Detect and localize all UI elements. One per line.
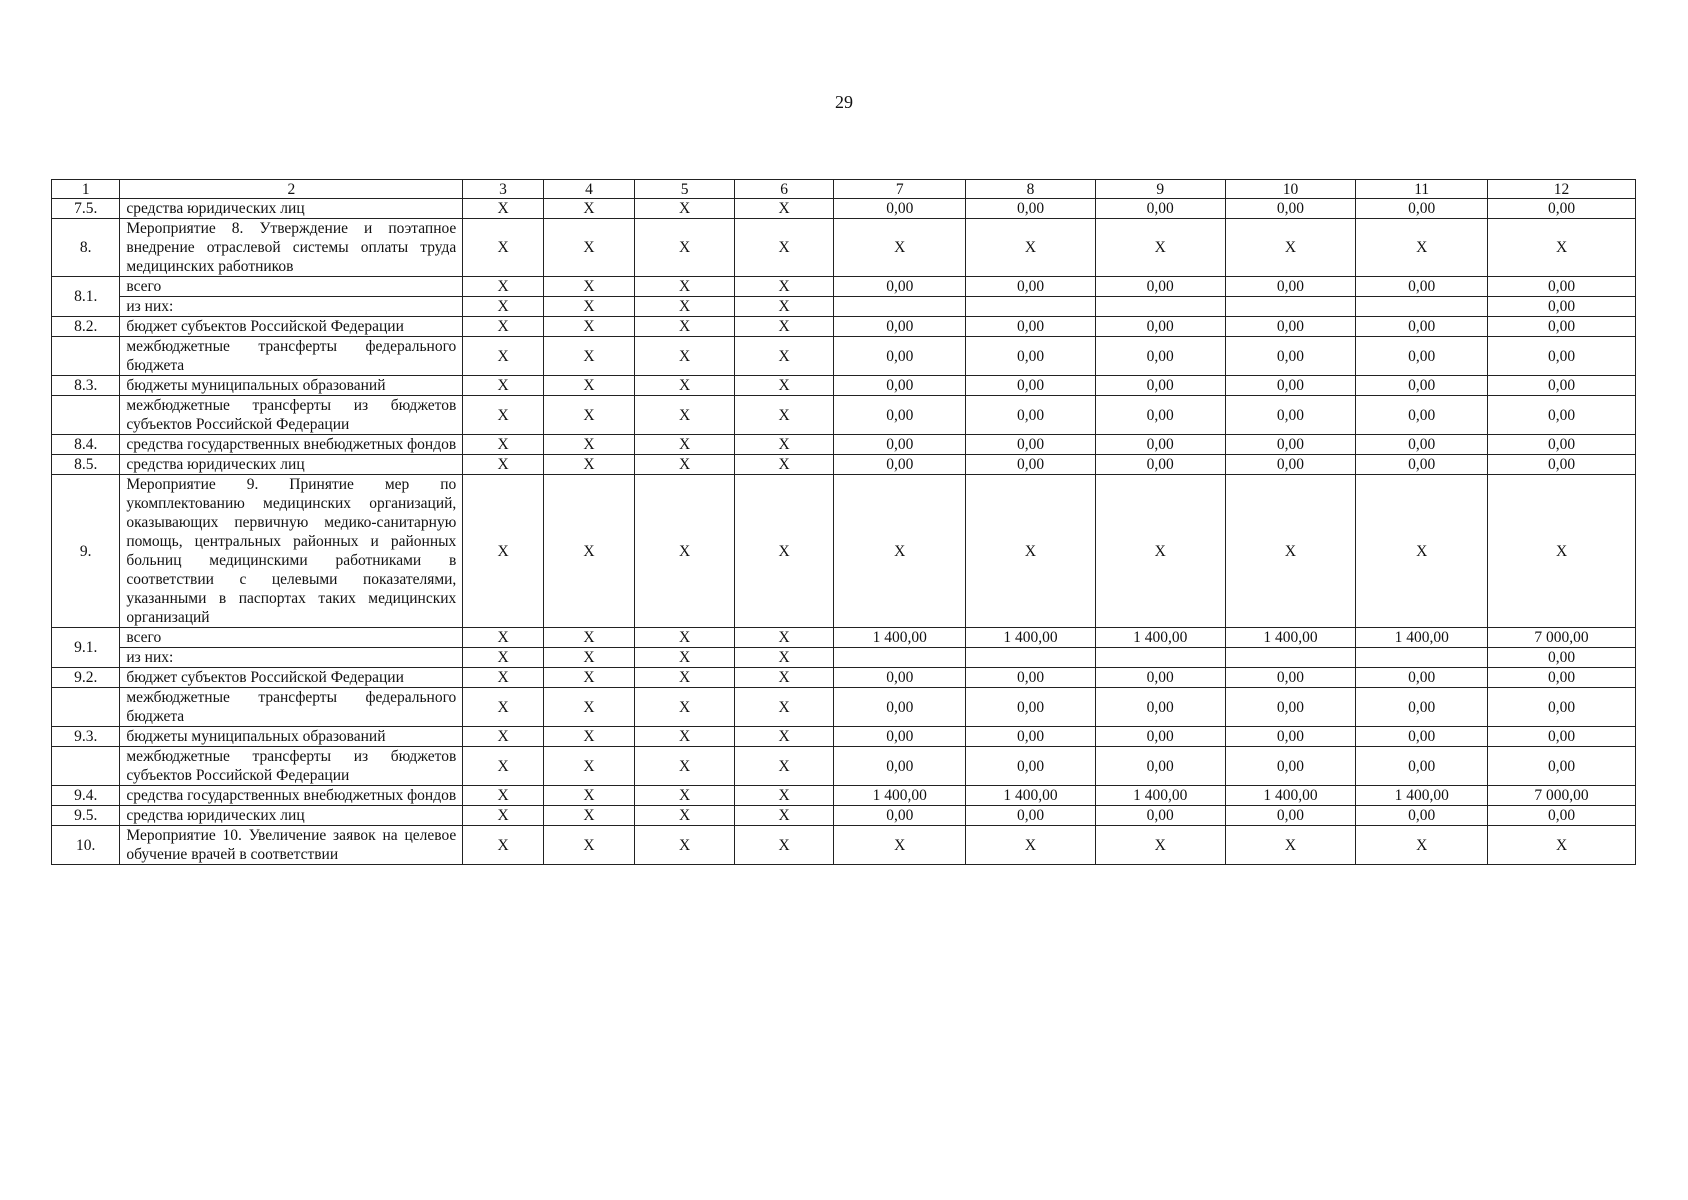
value-cell: 0,00 xyxy=(1095,806,1225,826)
value-cell: 0,00 xyxy=(966,688,1096,727)
value-cell: Х xyxy=(635,786,735,806)
table-row xyxy=(52,826,1636,865)
value-cell: 0,00 xyxy=(1488,727,1636,747)
value-cell: Х xyxy=(635,337,735,376)
row-label: средства государственных внебюджетных фондов xyxy=(120,786,463,806)
value-cell: 1 400,00 xyxy=(834,628,966,648)
row-number: 9.2. xyxy=(52,668,120,688)
value-cell: Х xyxy=(543,435,635,455)
value-cell: 0,00 xyxy=(1356,727,1488,747)
value-cell: Х xyxy=(543,199,635,219)
column-header: 6 xyxy=(734,180,834,199)
value-cell: 0,00 xyxy=(1225,396,1356,435)
value-cell: Х xyxy=(463,396,543,435)
value-cell: Х xyxy=(463,688,543,727)
table-row xyxy=(52,435,1636,455)
value-cell: Х xyxy=(635,475,735,628)
value-cell: Х xyxy=(463,455,543,475)
column-header: 4 xyxy=(543,180,635,199)
column-header: 10 xyxy=(1225,180,1356,199)
value-cell: 0,00 xyxy=(1225,806,1356,826)
value-cell: 0,00 xyxy=(1488,376,1636,396)
value-cell: Х xyxy=(1095,475,1225,628)
value-cell: 0,00 xyxy=(834,747,966,786)
value-cell: 0,00 xyxy=(966,668,1096,688)
value-cell: 0,00 xyxy=(966,455,1096,475)
value-cell: 0,00 xyxy=(1356,277,1488,297)
value-cell: Х xyxy=(463,376,543,396)
value-cell: Х xyxy=(543,727,635,747)
value-cell: 0,00 xyxy=(834,199,966,219)
value-cell: 0,00 xyxy=(1095,455,1225,475)
value-cell: 0,00 xyxy=(1356,317,1488,337)
value-cell: Х xyxy=(1356,475,1488,628)
row-label: Мероприятие 10. Увеличение заявок на целевое обучение врачей в соответствии xyxy=(120,826,463,865)
value-cell: 0,00 xyxy=(1225,668,1356,688)
value-cell: Х xyxy=(543,747,635,786)
value-cell: Х xyxy=(543,786,635,806)
value-cell: Х xyxy=(635,435,735,455)
row-number: 9.3. xyxy=(52,727,120,747)
value-cell: Х xyxy=(463,297,543,317)
value-cell: 0,00 xyxy=(834,337,966,376)
value-cell: 1 400,00 xyxy=(966,628,1096,648)
value-cell xyxy=(1356,648,1488,668)
value-cell: 0,00 xyxy=(1356,668,1488,688)
value-cell: 0,00 xyxy=(834,455,966,475)
value-cell: 0,00 xyxy=(1488,455,1636,475)
value-cell: 0,00 xyxy=(1488,688,1636,727)
value-cell: 0,00 xyxy=(834,396,966,435)
value-cell: Х xyxy=(543,219,635,277)
value-cell: Х xyxy=(734,688,834,727)
value-cell: Х xyxy=(543,376,635,396)
value-cell: 0,00 xyxy=(966,435,1096,455)
value-cell: Х xyxy=(463,435,543,455)
row-number: 9.4. xyxy=(52,786,120,806)
value-cell: 0,00 xyxy=(1356,396,1488,435)
value-cell: Х xyxy=(635,747,735,786)
row-label: всего xyxy=(120,628,463,648)
value-cell: Х xyxy=(734,337,834,376)
row-number xyxy=(52,688,120,727)
value-cell: Х xyxy=(635,376,735,396)
row-label: средства юридических лиц xyxy=(120,455,463,475)
value-cell: Х xyxy=(463,628,543,648)
value-cell: Х xyxy=(1225,826,1356,865)
value-cell: 0,00 xyxy=(834,688,966,727)
value-cell: 0,00 xyxy=(834,317,966,337)
value-cell: Х xyxy=(734,277,834,297)
value-cell: Х xyxy=(543,317,635,337)
value-cell: Х xyxy=(635,668,735,688)
value-cell: 0,00 xyxy=(1488,435,1636,455)
value-cell: 0,00 xyxy=(1356,806,1488,826)
table-row xyxy=(52,747,1636,786)
value-cell: Х xyxy=(1095,826,1225,865)
value-cell: 0,00 xyxy=(1225,317,1356,337)
row-label: бюджеты муниципальных образований xyxy=(120,727,463,747)
table-row xyxy=(52,648,1636,668)
page-number: 29 xyxy=(835,92,853,112)
table-row xyxy=(52,668,1636,688)
row-number xyxy=(52,396,120,435)
value-cell: 0,00 xyxy=(1225,435,1356,455)
row-number: 8.1. xyxy=(52,277,120,317)
value-cell: 0,00 xyxy=(834,806,966,826)
row-label: межбюджетные трансферты из бюджетов субъектов Российской Федерации xyxy=(120,747,463,786)
value-cell: Х xyxy=(463,668,543,688)
value-cell: Х xyxy=(463,648,543,668)
value-cell: 0,00 xyxy=(1095,277,1225,297)
value-cell xyxy=(966,648,1096,668)
value-cell: 7 000,00 xyxy=(1488,628,1636,648)
value-cell: 0,00 xyxy=(1356,435,1488,455)
value-cell: Х xyxy=(1488,475,1636,628)
table-row xyxy=(52,337,1636,376)
value-cell: Х xyxy=(734,648,834,668)
value-cell: Х xyxy=(966,219,1096,277)
value-cell: 0,00 xyxy=(1488,317,1636,337)
row-label: из них: xyxy=(120,297,463,317)
value-cell: Х xyxy=(635,297,735,317)
table-row xyxy=(52,277,1636,297)
value-cell: Х xyxy=(463,786,543,806)
row-number xyxy=(52,337,120,376)
value-cell: 0,00 xyxy=(1225,376,1356,396)
value-cell: 0,00 xyxy=(1488,648,1636,668)
row-number: 8.3. xyxy=(52,376,120,396)
value-cell: Х xyxy=(543,277,635,297)
value-cell: 0,00 xyxy=(1488,337,1636,376)
row-number: 9. xyxy=(52,475,120,628)
value-cell: 0,00 xyxy=(966,277,1096,297)
value-cell: 0,00 xyxy=(1356,199,1488,219)
value-cell: Х xyxy=(734,475,834,628)
column-header: 1 xyxy=(52,180,120,199)
value-cell: 0,00 xyxy=(1095,727,1225,747)
row-label: Мероприятие 9. Принятие мер по укомплектованию медицинских организаций, оказывающих первичную медико-санитарную помощь, центральных районных и районных больниц медицинскими работниками в соответствии с целевыми показателями, указанными в паспортах таких медицинских организаций xyxy=(120,475,463,628)
value-cell: Х xyxy=(834,475,966,628)
value-cell: 0,00 xyxy=(966,727,1096,747)
value-cell xyxy=(834,297,966,317)
value-cell: Х xyxy=(1225,219,1356,277)
column-header: 9 xyxy=(1095,180,1225,199)
row-number: 8. xyxy=(52,219,120,277)
value-cell: Х xyxy=(1356,826,1488,865)
row-label: всего xyxy=(120,277,463,297)
value-cell: Х xyxy=(734,786,834,806)
row-label: средства юридических лиц xyxy=(120,199,463,219)
value-cell: Х xyxy=(734,219,834,277)
value-cell xyxy=(1225,297,1356,317)
column-header: 5 xyxy=(635,180,735,199)
value-cell: 1 400,00 xyxy=(966,786,1096,806)
column-header: 8 xyxy=(966,180,1096,199)
value-cell: Х xyxy=(966,826,1096,865)
value-cell: Х xyxy=(734,317,834,337)
row-number: 8.4. xyxy=(52,435,120,455)
row-label: межбюджетные трансферты федерального бюджета xyxy=(120,688,463,727)
table-row xyxy=(52,376,1636,396)
value-cell: 0,00 xyxy=(1488,396,1636,435)
value-cell: Х xyxy=(463,747,543,786)
value-cell: Х xyxy=(1488,219,1636,277)
table-row xyxy=(52,219,1636,277)
table-row xyxy=(52,786,1636,806)
value-cell: Х xyxy=(734,435,834,455)
row-label: средства юридических лиц xyxy=(120,806,463,826)
value-cell: Х xyxy=(463,806,543,826)
value-cell: 1 400,00 xyxy=(1225,628,1356,648)
value-cell: 0,00 xyxy=(834,435,966,455)
row-label: межбюджетные трансферты из бюджетов субъектов Российской Федерации xyxy=(120,396,463,435)
value-cell: Х xyxy=(543,396,635,435)
value-cell: Х xyxy=(1356,219,1488,277)
value-cell: Х xyxy=(734,396,834,435)
value-cell: 1 400,00 xyxy=(1356,628,1488,648)
value-cell: Х xyxy=(635,455,735,475)
value-cell: 0,00 xyxy=(966,376,1096,396)
value-cell: 0,00 xyxy=(1225,455,1356,475)
value-cell: 1 400,00 xyxy=(1095,628,1225,648)
value-cell: 0,00 xyxy=(966,747,1096,786)
value-cell: Х xyxy=(734,826,834,865)
value-cell: 1 400,00 xyxy=(1095,786,1225,806)
value-cell: Х xyxy=(463,337,543,376)
value-cell: 0,00 xyxy=(1095,376,1225,396)
value-cell: 0,00 xyxy=(1095,317,1225,337)
value-cell xyxy=(834,648,966,668)
column-header: 11 xyxy=(1356,180,1488,199)
header-row xyxy=(52,180,1636,199)
value-cell: Х xyxy=(543,668,635,688)
value-cell: 0,00 xyxy=(966,317,1096,337)
value-cell: 0,00 xyxy=(1225,688,1356,727)
value-cell: 0,00 xyxy=(834,277,966,297)
row-label: Мероприятие 8. Утверждение и поэтапное внедрение отраслевой системы оплаты труда медицинских работников xyxy=(120,219,463,277)
value-cell: 0,00 xyxy=(966,806,1096,826)
value-cell xyxy=(1095,297,1225,317)
row-label: бюджет субъектов Российской Федерации xyxy=(120,317,463,337)
value-cell: 0,00 xyxy=(1356,455,1488,475)
value-cell: Х xyxy=(543,475,635,628)
value-cell: Х xyxy=(463,727,543,747)
value-cell: Х xyxy=(635,199,735,219)
row-label: из них: xyxy=(120,648,463,668)
value-cell: 0,00 xyxy=(1356,376,1488,396)
value-cell xyxy=(1225,648,1356,668)
table-row xyxy=(52,199,1636,219)
value-cell: 0,00 xyxy=(1225,337,1356,376)
value-cell: Х xyxy=(834,219,966,277)
value-cell: Х xyxy=(1225,475,1356,628)
value-cell: Х xyxy=(463,317,543,337)
value-cell: Х xyxy=(635,688,735,727)
value-cell: Х xyxy=(543,337,635,376)
row-label: межбюджетные трансферты федерального бюджета xyxy=(120,337,463,376)
value-cell: 1 400,00 xyxy=(1356,786,1488,806)
value-cell: Х xyxy=(734,199,834,219)
value-cell: 0,00 xyxy=(1095,199,1225,219)
value-cell: Х xyxy=(543,688,635,727)
row-number: 10. xyxy=(52,826,120,865)
row-label: средства государственных внебюджетных фондов xyxy=(120,435,463,455)
value-cell: Х xyxy=(635,628,735,648)
value-cell: Х xyxy=(635,826,735,865)
value-cell: 0,00 xyxy=(1488,297,1636,317)
table-row xyxy=(52,475,1636,628)
value-cell: 0,00 xyxy=(966,199,1096,219)
value-cell: Х xyxy=(635,277,735,297)
row-number: 8.5. xyxy=(52,455,120,475)
value-cell: Х xyxy=(734,297,834,317)
value-cell: 0,00 xyxy=(834,727,966,747)
value-cell: 0,00 xyxy=(834,668,966,688)
value-cell: Х xyxy=(635,727,735,747)
value-cell: Х xyxy=(1488,826,1636,865)
value-cell: 7 000,00 xyxy=(1488,786,1636,806)
value-cell: Х xyxy=(834,826,966,865)
table-row xyxy=(52,727,1636,747)
value-cell: Х xyxy=(635,648,735,668)
value-cell: 0,00 xyxy=(1095,747,1225,786)
column-header: 7 xyxy=(834,180,966,199)
value-cell: 0,00 xyxy=(834,376,966,396)
value-cell: 0,00 xyxy=(1356,688,1488,727)
column-header: 2 xyxy=(120,180,463,199)
table-row xyxy=(52,628,1636,648)
value-cell: Х xyxy=(635,806,735,826)
row-number: 9.1. xyxy=(52,628,120,668)
row-number: 9.5. xyxy=(52,806,120,826)
value-cell: 0,00 xyxy=(1225,277,1356,297)
value-cell: 0,00 xyxy=(1095,396,1225,435)
value-cell: 0,00 xyxy=(1356,747,1488,786)
value-cell: Х xyxy=(635,219,735,277)
value-cell: 0,00 xyxy=(1095,668,1225,688)
value-cell: 0,00 xyxy=(1225,747,1356,786)
value-cell: Х xyxy=(543,648,635,668)
value-cell: Х xyxy=(543,826,635,865)
value-cell: Х xyxy=(635,396,735,435)
row-number: 8.2. xyxy=(52,317,120,337)
table-row xyxy=(52,297,1636,317)
value-cell: Х xyxy=(734,455,834,475)
table-row xyxy=(52,317,1636,337)
column-header: 3 xyxy=(463,180,543,199)
value-cell: 1 400,00 xyxy=(834,786,966,806)
value-cell: Х xyxy=(734,376,834,396)
table-row xyxy=(52,455,1636,475)
value-cell: 0,00 xyxy=(1095,435,1225,455)
budget-table xyxy=(51,179,1636,865)
value-cell: Х xyxy=(1095,219,1225,277)
value-cell: 0,00 xyxy=(1488,199,1636,219)
value-cell: 0,00 xyxy=(966,396,1096,435)
value-cell: 0,00 xyxy=(1488,806,1636,826)
row-label: бюджеты муниципальных образований xyxy=(120,376,463,396)
value-cell xyxy=(966,297,1096,317)
value-cell: Х xyxy=(463,475,543,628)
table-row xyxy=(52,396,1636,435)
value-cell: Х xyxy=(463,826,543,865)
table-row xyxy=(52,806,1636,826)
value-cell: Х xyxy=(635,317,735,337)
table-row xyxy=(52,688,1636,727)
row-number: 7.5. xyxy=(52,199,120,219)
value-cell: Х xyxy=(734,747,834,786)
value-cell: Х xyxy=(543,628,635,648)
value-cell: 0,00 xyxy=(1356,337,1488,376)
value-cell: Х xyxy=(463,199,543,219)
value-cell: Х xyxy=(463,219,543,277)
value-cell: 0,00 xyxy=(1488,277,1636,297)
value-cell: Х xyxy=(543,297,635,317)
value-cell: 0,00 xyxy=(1488,668,1636,688)
value-cell xyxy=(1095,648,1225,668)
value-cell: Х xyxy=(734,727,834,747)
value-cell: Х xyxy=(463,277,543,297)
value-cell: Х xyxy=(543,806,635,826)
row-number xyxy=(52,747,120,786)
value-cell: 0,00 xyxy=(1225,199,1356,219)
value-cell: Х xyxy=(734,668,834,688)
value-cell: Х xyxy=(734,806,834,826)
value-cell xyxy=(1356,297,1488,317)
value-cell: Х xyxy=(734,628,834,648)
value-cell: 0,00 xyxy=(1488,747,1636,786)
value-cell: 0,00 xyxy=(1095,688,1225,727)
value-cell: Х xyxy=(966,475,1096,628)
column-header: 12 xyxy=(1488,180,1636,199)
value-cell: 0,00 xyxy=(966,337,1096,376)
value-cell: 0,00 xyxy=(1225,727,1356,747)
row-label: бюджет субъектов Российской Федерации xyxy=(120,668,463,688)
value-cell: 1 400,00 xyxy=(1225,786,1356,806)
value-cell: 0,00 xyxy=(1095,337,1225,376)
value-cell: Х xyxy=(543,455,635,475)
